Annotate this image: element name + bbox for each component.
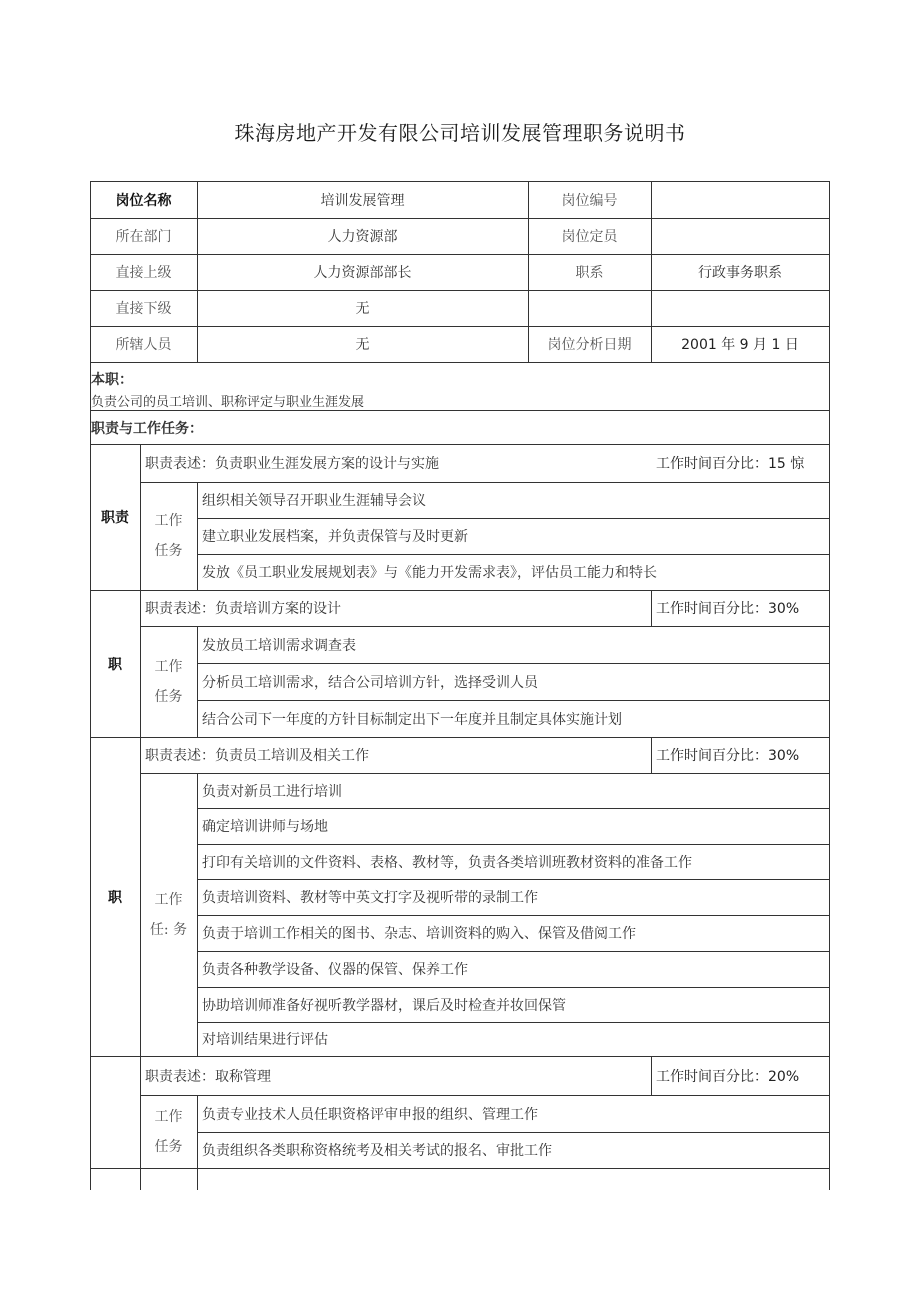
task-label [140, 773, 197, 1056]
summary-label: 本职： [91, 372, 133, 388]
task-item: 组织相关领导召开职业生涯辅导会议 [202, 493, 426, 509]
analysis-date-value: 2001 年 9 月 1 日 [681, 337, 799, 353]
task-item: 发放《员工职业发展规划表》与《能力开发需求表》，评估员工能力和特长 [202, 565, 657, 581]
position-number-value [651, 181, 829, 218]
staff-label: 所辖人员 [115, 337, 172, 353]
subordinate-value: 无 [355, 301, 370, 317]
task-item: 协助培训师准备好视听教学器材，课后及时检查并妆回保管 [202, 997, 566, 1014]
task-label-line-2: 任: 务 [149, 921, 188, 938]
analysis-date-label: 岗位分析日期 [547, 337, 632, 353]
task-item: 负责专业技术人员任职资格评审申报的组织、管理工作 [202, 1106, 538, 1123]
position-name-label: 岗位名称 [115, 192, 172, 209]
task-item: 发放员工培训需求调查表 [202, 637, 356, 654]
time-percent: 工作时间百分比：20% [656, 1068, 800, 1085]
task-label-line-1: 工作 [154, 658, 183, 675]
task-item: 确定培训讲师与场地 [202, 819, 328, 835]
task-item: 结合公司下一年度的方针目标制定出下一年度并且制定具体实施计划 [202, 711, 622, 728]
task-label-line-2: 任务 [154, 688, 183, 705]
section-side-label: 职 [108, 889, 122, 906]
task-item: 负责培训资料、教材等中英文打字及视听带的录制工作 [202, 890, 538, 906]
task-item: 打印有关培训的文件资料、表格、教材等，负责各类培训班教材资料的准备工作 [202, 854, 692, 871]
duty-description: 职责表述：取称管理 [145, 1068, 271, 1085]
department-value: 人力资源部 [327, 229, 398, 245]
document-title: 珠海房地产开发有限公司培训发展管理职务说明书 [234, 121, 686, 145]
duties-heading: 职责与工作任务： [91, 421, 203, 437]
time-percent: 工作时间百分比：30% [656, 748, 800, 764]
task-item: 负责各种教学设备、仪器的保管、保养工作 [202, 962, 468, 978]
job-family-label: 职系 [575, 265, 604, 281]
position-name-value: 培训发展管理 [320, 192, 405, 209]
task-label-line-2: 任务 [154, 1138, 183, 1155]
time-percent: 工作时间百分比：15 惊 [656, 456, 805, 472]
task-item: 负责对新员工进行培训 [202, 783, 342, 800]
section-side-label [90, 1056, 140, 1168]
task-label [140, 1095, 197, 1168]
task-item: 对培训结果进行评估 [202, 1032, 328, 1048]
time-percent: 工作时间百分比：30% [656, 601, 800, 617]
section-side-label: 职 [108, 656, 122, 673]
headcount-label: 岗位定员 [561, 229, 618, 245]
supervisor-value: 人力资源部部长 [313, 265, 412, 281]
summary-text: 负责公司的员工培训、职称评定与职业生涯发展 [91, 395, 365, 410]
task-label [140, 482, 197, 590]
job-family-value: 行政事务职系 [698, 265, 782, 281]
task-label [140, 626, 197, 737]
section-side-label: 职责 [101, 510, 129, 526]
task-item: 建立职业发展档案，并负责保管与及时更新 [202, 529, 468, 545]
task-item: 负责组织各类职称资格统考及相关考试的报名、审批工作 [202, 1143, 552, 1159]
task-label-line-2: 任务 [154, 543, 183, 559]
staff-value: 无 [355, 337, 370, 353]
task-label-line-1: 工作 [154, 513, 183, 529]
task-label-line-1: 工作 [154, 891, 183, 908]
task-item: 分析员工培训需求，结合公司培训方针，选择受训人员 [202, 674, 538, 691]
duty-description: 职责表述：负责职业生涯发展方案的设计与实施 [145, 456, 439, 472]
department-label: 所在部门 [115, 229, 172, 245]
duty-description: 职责表述：负责培训方案的设计 [145, 601, 341, 617]
task-label-line-1: 工作 [154, 1108, 183, 1125]
duty-description: 职责表述：负责员工培训及相关工作 [145, 748, 369, 764]
position-number-label: 岗位编号 [561, 192, 618, 209]
supervisor-label: 直接上级 [115, 265, 172, 281]
subordinate-label: 直接下级 [115, 301, 172, 317]
task-item: 负责于培训工作相关的图书、杂志、培训资料的购入、保管及借阅工作 [202, 926, 636, 942]
headcount-value [651, 218, 829, 254]
